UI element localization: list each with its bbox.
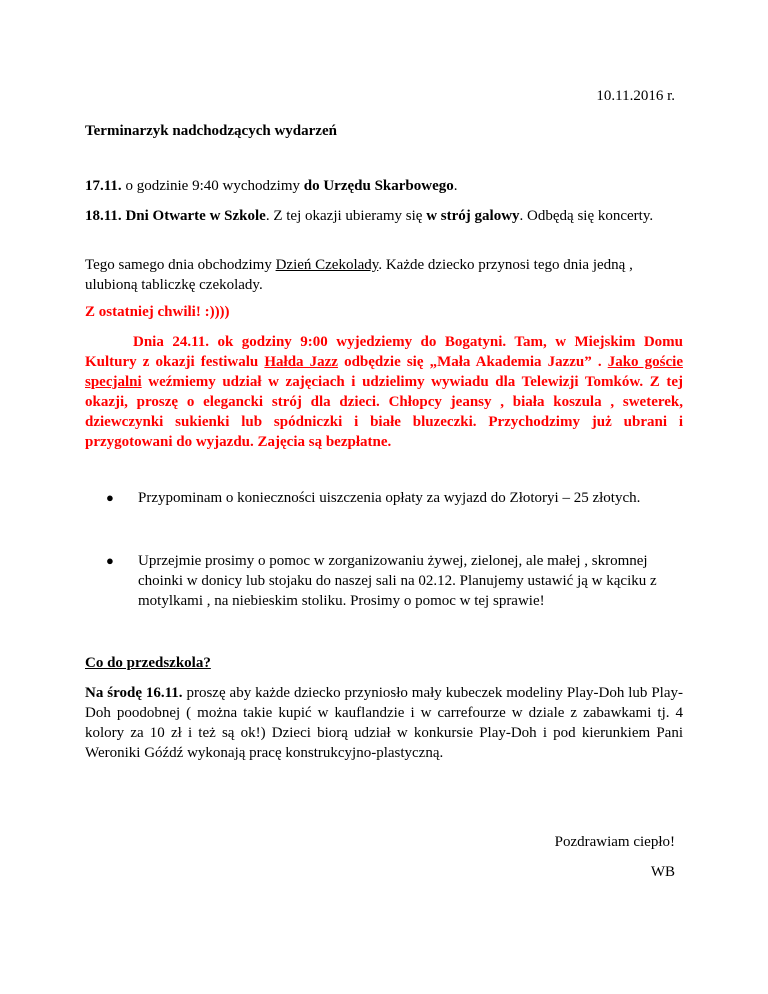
last-minute-text-b: odbędzie się „Mała Akademia Jazzu” . xyxy=(337,354,608,370)
list-item-text: Uprzejmie prosimy o pomoc w zorganizowaniu żywej, zielonej, ale małej , skromnej choinki w donicy lub stojaku do naszej sali na 02.12. Planujemy ustawić ją w kąciku z motylkami , na niebieskim stoliku. Prosimy o pomoc w tej sprawie! xyxy=(138,553,657,609)
special-guests: Jako goście specjalni xyxy=(85,354,683,390)
event-chocolate-end: . Każde dziecko przynosi tego dnia jedną , ulubioną tabliczkę czekolady. xyxy=(85,257,633,293)
document-title: Terminarzyk nadchodzących wydarzeń xyxy=(85,123,337,139)
event-chocolate-day-name: Dzień Czekolady xyxy=(275,257,379,273)
last-minute-body xyxy=(85,332,683,452)
event-tax-office-text: o godzinie 9:40 wychodzimy xyxy=(121,178,304,194)
preschool-lead: Na środę 16.11. xyxy=(85,685,183,701)
list-item-text: Przypominam o konieczności uiszczenia opłaty za wyjazd do Złotoryi – 25 złotych. xyxy=(138,490,641,506)
closing-signature: WB xyxy=(650,864,675,880)
document-date: 10.11.2016 r. xyxy=(596,88,675,104)
last-minute-title: Z ostatniej chwili! :)))) xyxy=(85,304,230,320)
event-open-day-dress: w strój galowy xyxy=(426,208,520,224)
last-minute-text-a: Dnia 24.11. ok godziny 9:00 wyjedziemy do Bogatyni. Tam, w Miejskim Domu Kultury z okazji festiwalu xyxy=(85,334,683,370)
event-open-day xyxy=(85,206,683,226)
event-chocolate-day xyxy=(85,255,683,295)
event-open-day-end: . Odbędą się koncerty. xyxy=(519,208,654,224)
event-open-day-date: 18.11. xyxy=(85,208,122,224)
event-chocolate-text: Tego samego dnia obchodzimy xyxy=(85,257,276,273)
list-item xyxy=(106,488,683,508)
event-open-day-text: . Z tej okazji ubieramy się xyxy=(265,208,427,224)
closing-greeting: Pozdrawiam ciepło! xyxy=(554,834,675,850)
preschool-heading: Co do przedszkola? xyxy=(85,655,211,671)
last-minute-text-c: weźmiemy udział w zajęciach i udzielimy wywiadu dla Telewizji Tomków. Z tej okazji, proszę o elegancki strój dla dzieci. Chłopcy jeansy , biała koszula , sweterek, dziewczynki sukienki lub spódniczki i białe bluzeczki. Przychodzimy już ubrani i przygotowani do wyjazdu. Zajęcia są bezpłatne. xyxy=(85,374,683,450)
preschool-paragraph xyxy=(85,683,683,763)
preschool-text: proszę aby każde dziecko przyniosło mały kubeczek modeliny Play-Doh lub Play-Doh poodobnej ( można takie kupić w kauflandzie i w carrefourze w dziale z zabawkami tj. 4 kolory za 10 zł i też są ok!) Dzieci biorą udział w konkursie Play-Doh i pod kierunkiem Pani Weroniki Góźdź wykonają pracę konstrukcyjno-plastyczną. xyxy=(85,685,683,761)
event-tax-office xyxy=(85,176,683,196)
festival-name: Hałda Jazz xyxy=(264,354,338,370)
bullet-icon: ● xyxy=(106,553,114,568)
bullet-icon: ● xyxy=(106,490,114,505)
event-open-day-name: Dni Otwarte w Szkole xyxy=(121,208,266,224)
event-tax-office-date: 17.11. xyxy=(85,178,122,194)
event-tax-office-end: . xyxy=(453,178,458,194)
event-tax-office-place: do Urzędu Skarbowego xyxy=(303,178,454,194)
list-item xyxy=(106,551,683,611)
